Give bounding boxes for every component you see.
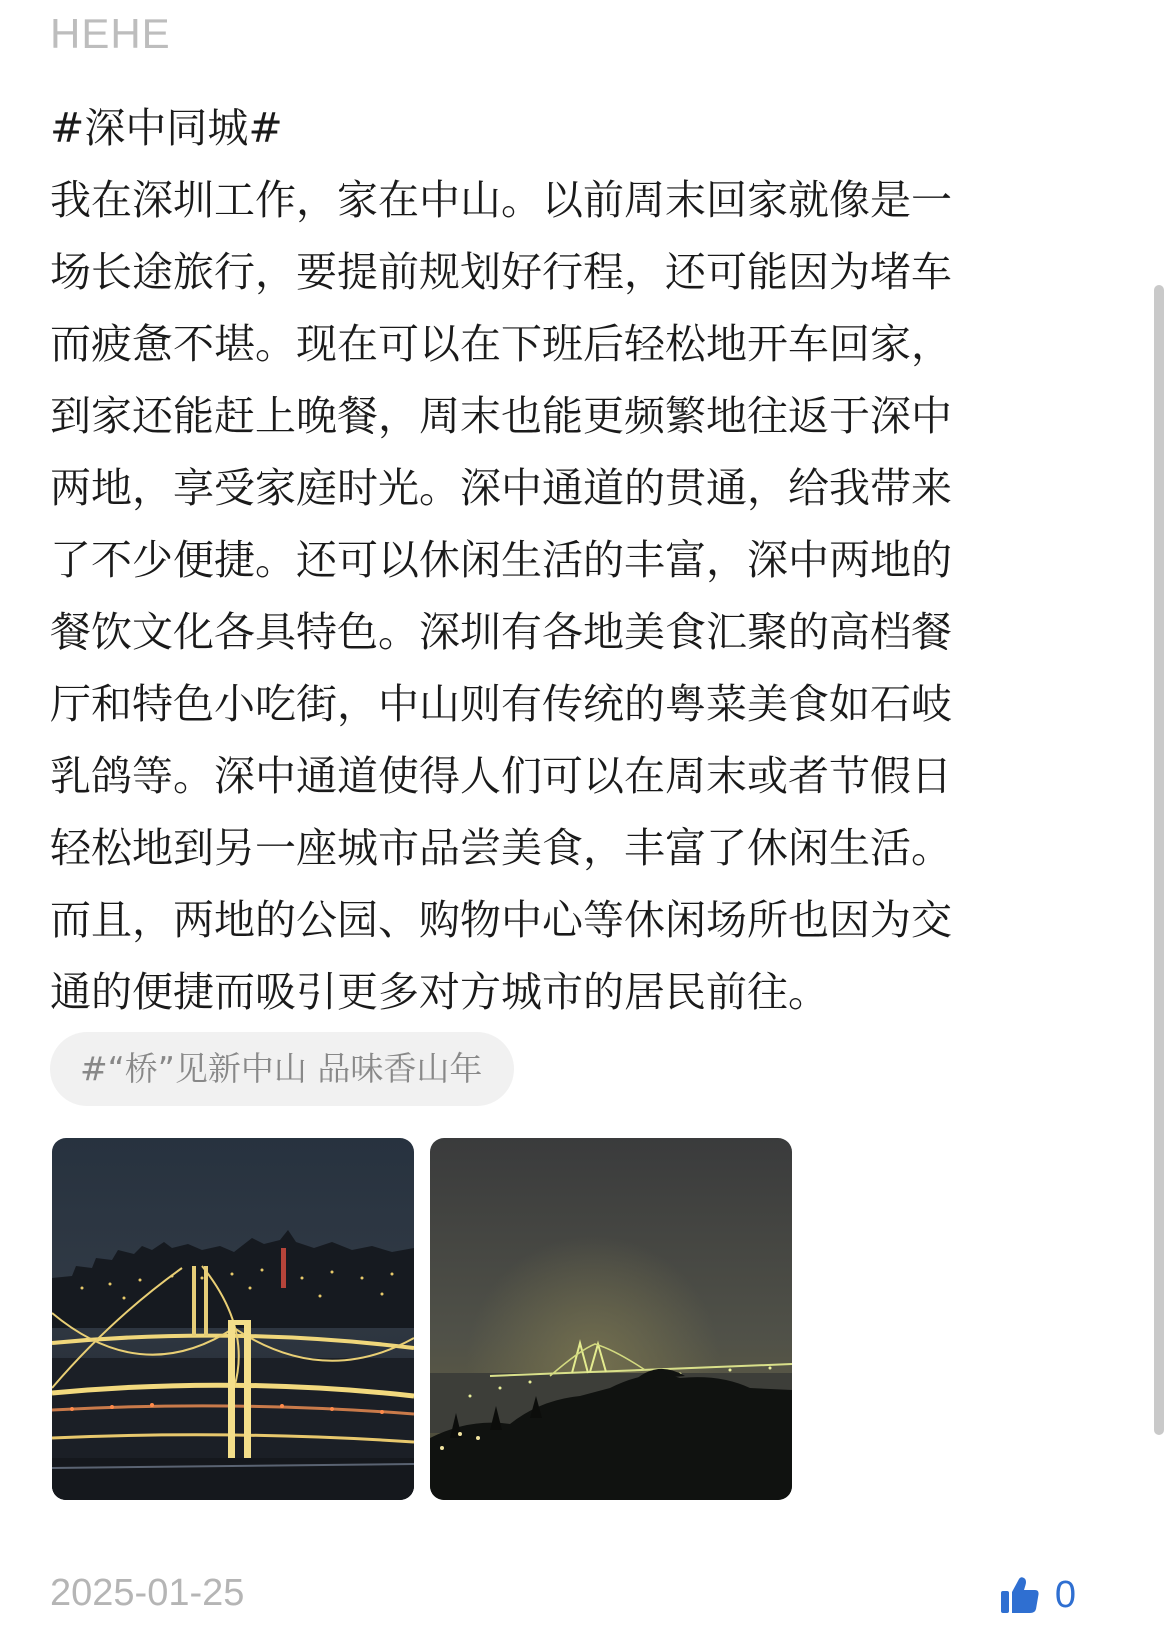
thumbs-up-icon: [999, 1574, 1041, 1616]
post-line: 乳鸽等。深中通道使得人们可以在周末或者节假日: [50, 752, 952, 800]
post-photo-bridge-distant[interactable]: [430, 1138, 792, 1500]
post-line: 两地，享受家庭时光。深中通道的贯通，给我带来: [50, 464, 952, 512]
post-line: 厅和特色小吃街，中山则有传统的粤菜美食如石岐: [50, 680, 952, 728]
post-line: 到家还能赶上晚餐，周末也能更频繁地往返于深中: [50, 392, 952, 440]
username[interactable]: HEHE: [50, 10, 171, 57]
post-line: #深中同城#: [50, 104, 283, 152]
post-photo-bridge-city[interactable]: [52, 1138, 414, 1500]
post-line: 场长途旅行，要提前规划好行程，还可能因为堵车: [50, 248, 952, 296]
post-body: [50, 92, 1120, 1028]
like-count: 0: [1054, 1573, 1076, 1616]
like-button[interactable]: [999, 1572, 1076, 1618]
photo-bridge-distant-image: [430, 1138, 792, 1500]
scrollbar[interactable]: [1154, 285, 1164, 1435]
post-line: 我在深圳工作，家在中山。以前周末回家就像是一: [50, 176, 952, 224]
post-line: 轻松地到另一座城市品尝美食，丰富了休闲生活。: [50, 824, 952, 872]
photo-bridge-city-image: [52, 1138, 414, 1500]
topic-tag[interactable]: #“桥”见新中山 品味香山年: [50, 1032, 514, 1106]
post-line: 通的便捷而吸引更多对方城市的居民前往。: [50, 968, 829, 1016]
post-line: 而且，两地的公园、购物中心等休闲场所也因为交: [50, 896, 952, 944]
post-line: 了不少便捷。还可以休闲生活的丰富，深中两地的: [50, 536, 952, 584]
post-date: 2025-01-25: [50, 1572, 245, 1614]
post-line: 而疲惫不堪。现在可以在下班后轻松地开车回家，: [50, 320, 952, 368]
post-line: 餐饮文化各具特色。深圳有各地美食汇聚的高档餐: [50, 608, 952, 656]
